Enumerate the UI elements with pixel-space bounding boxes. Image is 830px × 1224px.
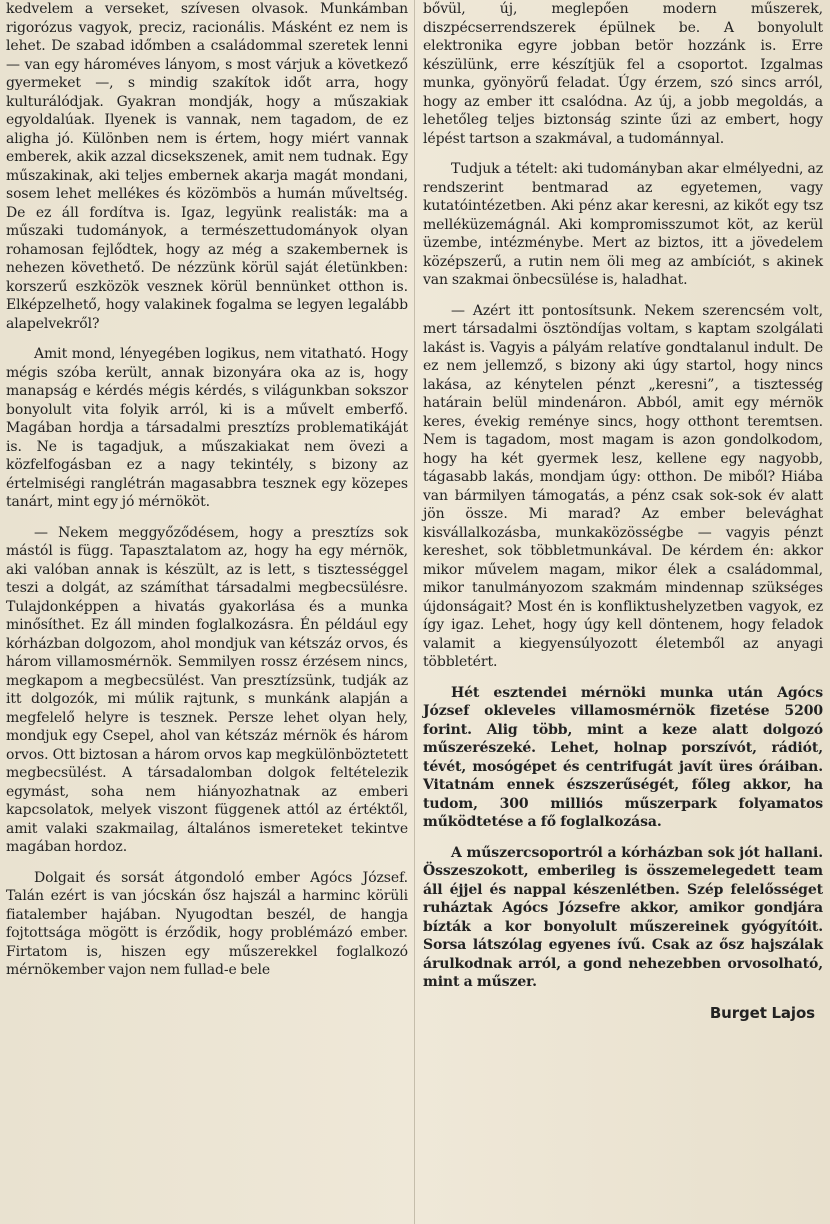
author-signature: Burget Lajos <box>709 1003 815 1022</box>
right-paragraph-3: — Azért itt pontosítsunk. Nekem szerencsém volt, mert társadalmi ösztöndíjas voltam, s kaptam szolgálati lakást is. Vagyis a pályám relatíve gondtalanul indult. De ez nem jellemző, s bizony aki úgy startol, hogy nincs lakása, az kénytelen pénzt „keresni”, a tisztesség határain belül mindenáron. Abból, amit egy mérnök keres, évekig reménye sincs, hogy otthont teremtsen. Nem is tagadom, most magam is azon gondolkodom, hogy ha két gyermek lesz, kellene egy nagyobb, tágasabb lakás, mondjam úgy: otthon. De miből? Hiába van bármilyen támogatás, a pénz csak sok-sok év alatt jön össze. Mi marad? Az ember belevághat kisvállalkozásba, munkaközösségbe — vagyis pénzt kereshet, sok többletmunkával. De kérdem én: akkor mikor művelem magam, mikor élek a családommal, mikor tanulmányozom szakmám mindennap szükséges újdonságait? Most én is konfliktushelyzetben vagyok, ez így igaz. Lehet, hogy úgy kell döntenem, hogy feladok valamit a kiegyensúlyozott életemből az anyagi többletért. <box>423 302 823 670</box>
column-divider <box>414 0 415 1224</box>
right-paragraph-4: Hét esztendei mérnöki munka után Agócs József okleveles villamosmérnök fizetése 5200 forint. Alig több, mint a keze alatt dolgozó műszerészeké. Lehet, holnap porszívót, rádiót, tévét, mosógépet és centrifugát javít üres óráiban. Vitatnám ennek észszerűségét, főleg akkor, ha tudom, 300 milliós műszerpark folyamatos működtetése a fő foglalkozása. <box>423 684 823 830</box>
left-paragraph-2: Amit mond, lényegében logikus, nem vitatható. Hogy mégis szóba került, annak bizonyára oka az is, hogy manapság e kérdés mégis kérdés, s világunkban sokszor bonyolult vita folyik arról, ki is a művelt emberfő. Magában hordja a társadalmi presztízs problematikáját is. Ne is tagadjuk, a műszakiakat nem övezi a közfelfogásban ez a nagy tekintély, s bizony az értelmiségi ranglétrán magasabbra tesznek egy közepes tanárt, mint egy jó mérnököt. <box>6 346 408 510</box>
left-column <box>6 0 408 992</box>
right-column <box>423 0 823 1022</box>
left-paragraph-1: kedvelem a verseket, szívesen olvasok. Munkámban rigorózus vagyok, preciz, racionális. Másként ez nem is lehet. De szabad időmben a családommal szeretek lenni — van egy hároméves lányom, s most várjuk a következő gyermeket —, s mindig szakítok időt arra, hogy kulturálódjak. Gyakran mondják, hogy a műszakiak egyoldalúak. Ilyenek is vannak, nem tagadom, de ez aligha jó. Különben nem is értem, hogy miért vannak emberek, akik azzal dicsekszenek, amit nem tudnak. Egy műszakinak, aki teljes embernek akarja magát mondani, sosem lehet mellékes és közömbös a humán műveltség. De ez áll fordítva is. Igaz, legyünk realisták: ma a műszaki tudományok, a természettudományok olyan rohamosan fejlődtek, hogy az még a szakembernek is nehezen követhető. De nézzünk körül saját életünkben: korszerű eszközök vesznek körül bennünket otthon is. Elképzelhető, hogy valakinek fogalma se legyen legalább alapelvekről? <box>6 1 408 332</box>
right-paragraph-2: Tudjuk a tételt: aki tudományban akar elmélyedni, az rendszerint bentmarad az egyetemen, vagy kutatóintézetben. Aki pénz akar keresni, az kikőt egy tsz melléküzemágnál. Aki kompromisszumot köt, az kerül üzembe, intézménybe. Mert az biztos, itt a jövedelem középszerű, a rutin nem öli meg az ambíciót, s akinek van szakmai önbecsülése is, haladhat. <box>423 161 823 288</box>
right-paragraph-5: A műszercsoportról a kórházban sok jót hallani. Összeszokott, emberileg is összemelegedett team áll éjjel és nappal készenlétben. Szép felelősséget ruháztak Agócs Józsefre akkor, amikor gondjára bízták a kor bonyolult műszereinek gyógyítóit. Sorsa látszólag egyenes ívű. Csak az ősz hajszálak árulkodnak arról, a gond nehezebben orvosolható, mint a műszer. <box>423 844 823 990</box>
left-paragraph-4: Dolgait és sorsát átgondoló ember Agócs József. Talán ezért is van jócskán ősz hajszál a harminc körüli fiatalember hajában. Nyugodtan beszél, de hangja fojtottsága mögött is érződik, hogy problémázó ember. Firtatom is, hiszen egy műszerekkel foglalkozó mérnökember vajon nem fullad-e bele <box>6 869 408 978</box>
right-paragraph-1: bővül, új, meglepően modern műszerek, diszpécserrendszerek épülnek be. A bonyolult elektronika egyre jobban betör hozzánk is. Erre készülünk, erre készítjük fel a csoportot. Izgalmas munka, gyönyörű feladat. Úgy érzem, szó sincs arról, hogy az ember itt csalódna. Az új, a jobb megoldás, a lehetőleg teljes biztonság szinte űzi az embert, hogy lépést tartson a szakmával, a tudománnyal. <box>423 1 823 147</box>
left-paragraph-3: — Nekem meggyőződésem, hogy a presztízs sok mástól is függ. Tapasztalatom az, hogy ha egy mérnök, aki valóban annak is készült, az is lett, s tisztességgel teszi a dolgát, az számíthat társadalmi megbecsülésre. Tulajdonképpen a hivatás gyakorlása és a munka minősíthet. Ez áll minden foglalkozásra. Én például egy kórházban dolgozom, ahol mondjuk van kétszáz orvos, és három villamosmérnök. Semmilyen rossz érzésem nincs, megkapom a megbecsülést. Van presztízsünk, tudják az itt dolgozók, mi múlik rajtunk, s munkánk alapján a megfelelő helyre is tesznek. Persze lehet olyan hely, mondjuk egy Csepel, ahol van kétszáz mérnök és három orvos. Ott biztosan a három orvos kap megkülönböztetett megbecsülést. A társadalomban dolgok feltételezik egymást, soha nem hiányozhatnak az emberi kapcsolatok, melyek viszont függenek attól az értéktől, amit valaki szakmailag, általános ismereteket tekintve magában hordoz. <box>6 524 408 855</box>
